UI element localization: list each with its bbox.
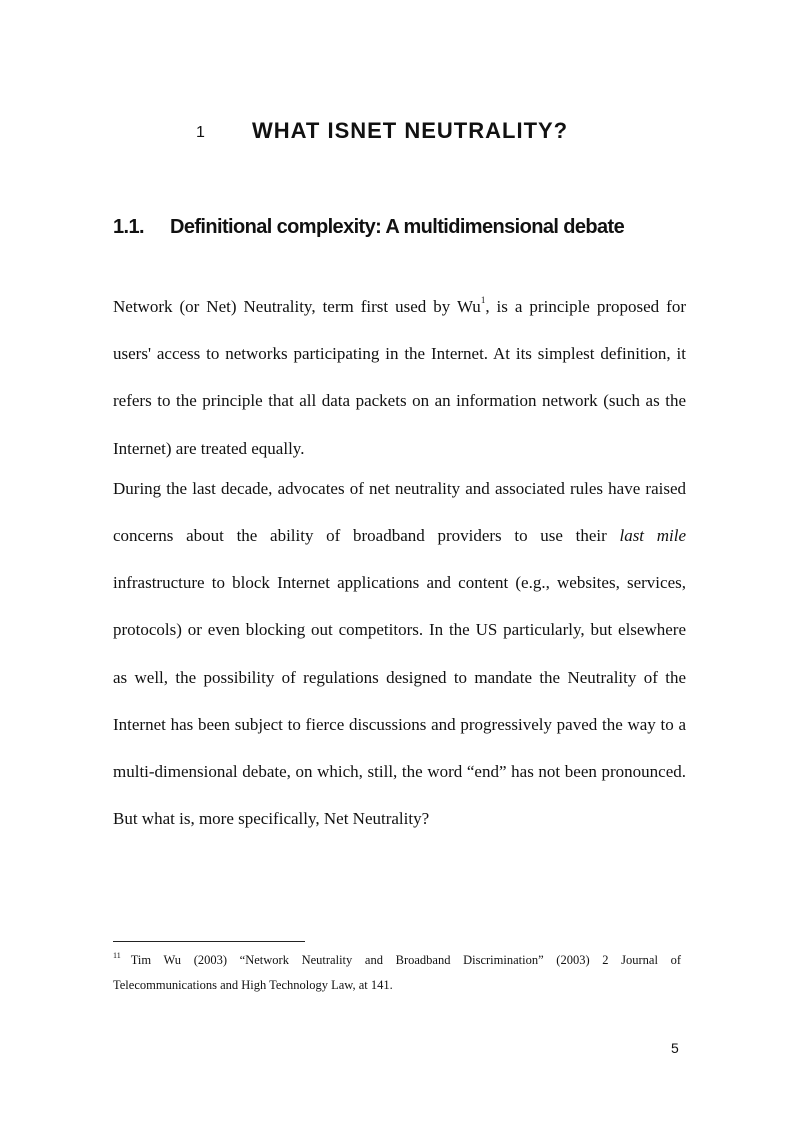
paragraph-1 [113,283,686,472]
paragraph-1-text-end: , is a principle proposed for users' access to networks participating in the Internet. At its simplest definition, it refers to the principle that all data packets on an information network (such as the Internet) are treated equally. [113,297,686,458]
chapter-number: 1 [196,124,205,141]
section-number: 1.1. [113,216,144,238]
footnote-divider [113,941,305,942]
page-number: 5 [671,1040,679,1056]
paragraph-2-text-end: infrastructure to block Internet applications and content (e.g., websites, services, protocols) or even blocking out competitors. In the US particularly, but elsewhere as well, the possibility of regulations designed to mandate the Neutrality of the Internet has been subject to fierce discussions and progressively paved the way to a multi-dimensional debate, on which, still, the word “end” has not been pronounced. But what is, more specifically, Net Neutrality? [113,573,686,829]
footnote-text: Tim Wu (2003) “Network Neutrality and Broadband Discrimination” (2003) 2 Journal of Telecommunications and High Technology Law, at 141. [113,953,681,992]
paragraph-2 [113,465,686,843]
paragraph-2-text-start: During the last decade, advocates of net neutrality and associated rules have raised concerns about the ability of broadband providers to use their [113,478,686,546]
paragraph-2-emphasis: last mile [619,526,686,546]
section-title: Definitional complexity: A multidimensional debate [170,216,625,238]
footnote-marker: 11 [113,950,121,960]
footnote [113,948,681,998]
body-text [113,283,686,842]
chapter-title: WHAT ISNET NEUTRALITY? [252,118,569,143]
section-heading [113,216,693,239]
footnote-reference: 1 [480,295,486,306]
paragraph-1-text-start: Network (or Net) Neutrality, term first used by Wu [113,297,481,316]
